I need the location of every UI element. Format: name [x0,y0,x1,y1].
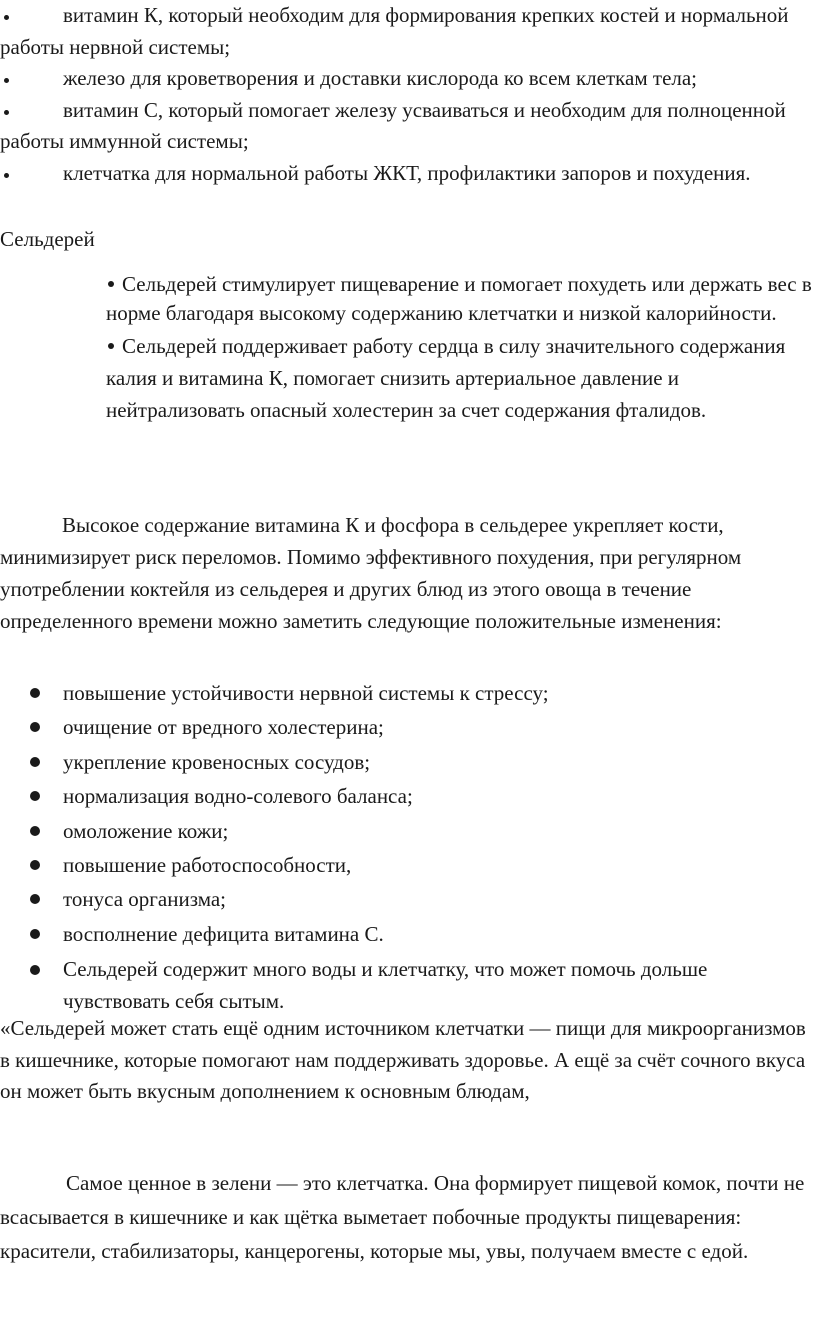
list-item [0,710,816,744]
bullet-icon [30,722,40,732]
list-item-text: повышение работоспособности, [63,853,352,878]
list-item-text: железо для кроветворения и доставки кислорода ко всем клеткам тела; [63,66,698,90]
bullet-icon [30,965,40,975]
bullet-icon [4,173,9,178]
list-item-text: Сельдерей поддерживает работу сердца в силу значительного содержания калия и витамина К, помогает снизить артериальное давление и нейтрализовать опасный холестерин за счет содержания фталидов. [106,334,786,422]
list-item [106,270,816,328]
list-item-text: Сельдерей содержит много воды и клетчатку, что может помочь дольше чувствовать себя сытым. [63,957,708,1014]
list-item [0,779,816,813]
list-item-text: тонуса организма; [63,887,226,912]
list-item [0,95,816,158]
list-item [0,882,816,916]
bullet-icon [108,343,114,349]
list-item [0,63,816,95]
bullet-icon [30,929,40,939]
vitamins-list [0,0,816,189]
list-item-text: витамин К, который необходим для формирования крепких костей и нормальной работы нервной системы; [0,3,789,59]
bullet-icon [4,110,9,115]
positive-changes-list [0,676,816,1017]
list-item-text: нормализация водно-солевого баланса; [63,784,413,809]
bullet-icon [30,894,40,904]
list-item [0,953,816,1017]
celery-heading: Сельдерей [0,227,95,251]
list-item [0,917,816,951]
list-item-text: Сельдерей стимулирует пищеварение и помогает похудеть или держать вес в норме благодаря высокому содержанию клетчатки и низкой калорийности. [106,272,812,325]
bullet-icon [108,281,114,287]
list-item [0,158,816,190]
list-item [0,848,816,882]
bullet-icon [30,791,40,801]
celery-benefits-list [106,270,816,426]
list-item [0,745,816,779]
paragraph-bones: Высокое содержание витамина К и фосфора в сельдерее укрепляет кости, минимизирует риск переломов. Помимо эффективного похудения, при регулярном употреблении коктейля из сельдерея и других блюд из этого овоща в течение определенного времени можно заметить следующие положительные изменения: [0,513,742,633]
list-item-text: восполнение дефицита витамина С. [63,921,384,946]
bullet-icon [4,15,9,20]
paragraph-fiber: Самое ценное в зелени — это клетчатка. Она формирует пищевой комок, почти не всасывается в кишечнике и как щётка выметает побочные продукты пищеварения: красители, стабилизаторы, канцерогены, которые мы, увы, получаем вместе с едой. [0,1171,805,1263]
bullet-icon [30,757,40,767]
list-item-text: омоложение кожи; [63,818,229,843]
list-item-text: укрепление кровеносных сосудов; [63,749,371,774]
list-item-text: повышение устойчивости нервной системы к стрессу; [63,681,549,705]
list-item [106,330,816,426]
list-item-text: витамин С, который помогает железу усваиваться и необходим для полноценной работы иммунной системы; [0,97,786,153]
bullet-icon [30,826,40,836]
list-item-text: клетчатка для нормальной работы ЖКТ, профилактики запоров и похудения. [63,160,751,185]
bullet-icon [30,860,40,870]
bullet-icon [30,688,40,698]
bullet-icon [4,78,9,83]
list-item [0,0,816,63]
list-item [0,676,816,710]
list-item [0,814,816,848]
list-item-text: очищение от вредного холестерина; [63,715,384,740]
quote-paragraph: «Сельдерей может стать ещё одним источником клетчатки — пищи для микроорганизмов в кишечнике, которые помогают нам поддерживать здоровье. А ещё за счёт сочного вкуса он может быть вкусным дополнением к основным блюдам, [0,1016,806,1104]
